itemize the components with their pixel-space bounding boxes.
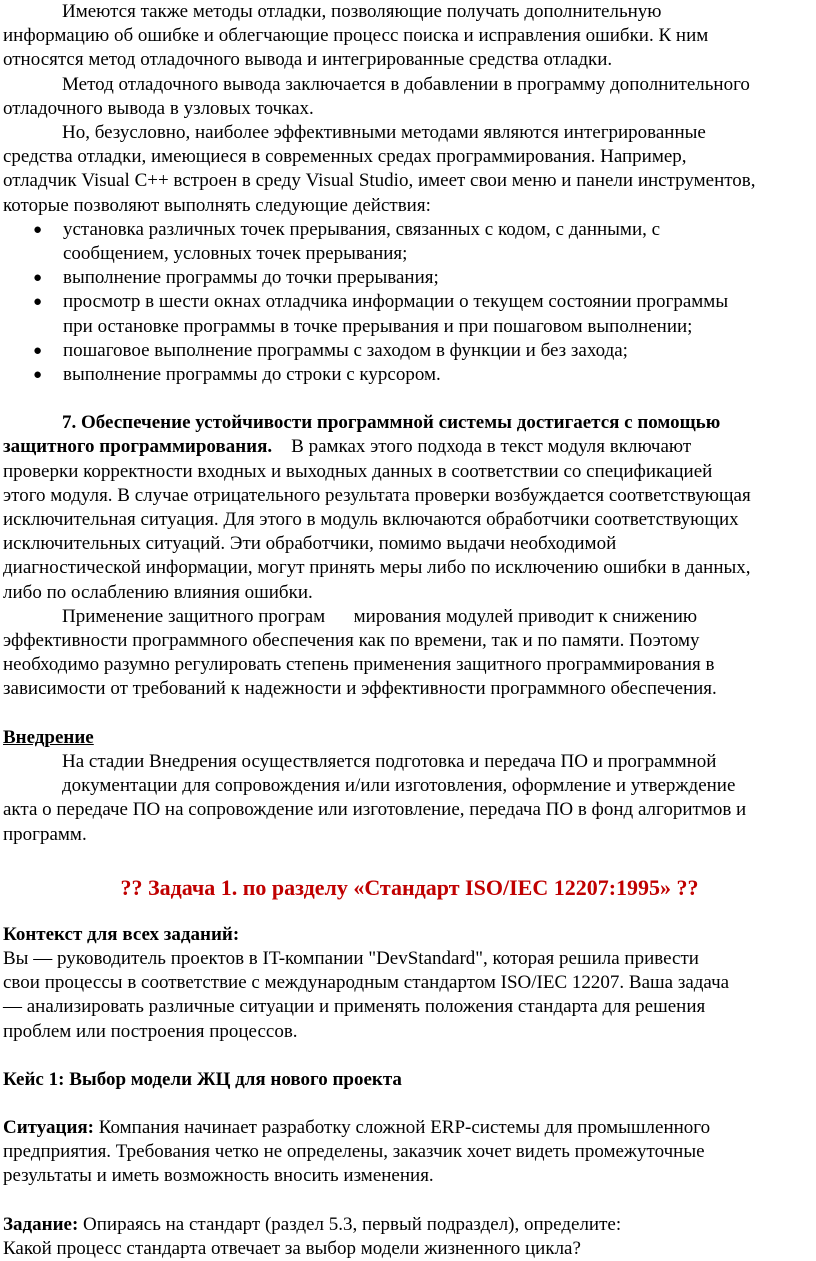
text-line: результаты и иметь возможность вносить изменения. bbox=[3, 1165, 434, 1187]
text-line: отладчик Visual C++ встроен в среду Visual Studio, имеет свои меню и панели инструментов, bbox=[3, 170, 756, 192]
task-label: Задание: bbox=[3, 1213, 79, 1235]
context-heading: Контекст для всех заданий: bbox=[3, 923, 240, 945]
text-line: Вы — руководитель проектов в IT-компании "DevStandard", которая решила привести bbox=[3, 947, 699, 969]
text-line: относятся метод отладочного вывода и интегрированные средства отладки. bbox=[3, 49, 613, 71]
text-line: Ситуация: Компания начинает разработку сложной ERP-системы для промышленного bbox=[3, 1116, 711, 1138]
list-item: ● выполнение программы до точки прерывания; bbox=[3, 266, 816, 290]
text-line: проверки корректности входных и выходных данных в соответствии со спецификацией bbox=[3, 460, 713, 482]
section-heading-intro: Внедрение bbox=[3, 726, 94, 748]
text-line: Задание: Опираясь на стандарт (раздел 5.3, первый подраздел), определите: bbox=[3, 1213, 622, 1235]
text-line: средства отладки, имеющиеся в современных средах программирования. Например, bbox=[3, 146, 687, 168]
task-title: ?? Задача 1. по разделу «Стандарт ISO/IEC 12207:1995» ?? bbox=[120, 874, 699, 900]
case-heading: Кейс 1: Выбор модели ЖЦ для нового проекта bbox=[3, 1068, 402, 1090]
text-line: Но, безусловно, наиболее эффективными методами являются интегрированные bbox=[62, 122, 706, 144]
list-item: ● пошаговое выполнение программы с заходом в функции и без захода; bbox=[3, 339, 816, 363]
list-item: ● выполнение программы до строки с курсором. bbox=[3, 363, 816, 387]
text-line: информацию об ошибке и облегчающие процесс поиска и исправления ошибки. К ним bbox=[3, 25, 709, 47]
text-line: Какой процесс стандарта отвечает за выбор модели жизненного цикла? bbox=[3, 1237, 581, 1259]
text-line: Метод отладочного вывода заключается в добавлении в программу дополнительного bbox=[62, 73, 750, 95]
situation-label: Ситуация: bbox=[3, 1116, 95, 1138]
text-line: На стадии Внедрения осуществляется подготовка и передача ПО и программной bbox=[62, 750, 717, 772]
bullet-icon: ● bbox=[33, 342, 43, 359]
text-line: свои процессы в соответствие с международным стандартом ISO/IEC 12207. Ваша задача bbox=[3, 972, 730, 994]
bullet-icon: ● bbox=[33, 270, 43, 287]
text-line: зависимости от требований к надежности и эффективности программного обеспечения. bbox=[3, 678, 717, 700]
list-item-continuation: при остановке программы в точке прерывания и при пошаговом выполнении; bbox=[63, 315, 693, 337]
text-line: программ. bbox=[3, 823, 87, 845]
text-line: исключительная ситуация. Для этого в модуль включаются обработчики соответствующих bbox=[3, 509, 739, 531]
text-line: Применение защитного програм мирования модулей приводит к снижению bbox=[62, 605, 698, 627]
bullet-icon: ● bbox=[33, 221, 43, 238]
bullet-list bbox=[3, 218, 816, 387]
bullet-icon: ● bbox=[33, 294, 43, 311]
text-line: документации для сопровождения и/или изготовления, оформление и утверждение bbox=[62, 775, 736, 797]
bullet-icon: ● bbox=[33, 367, 43, 384]
section-heading: 7. Обеспечение устойчивости программной системы достигается с помощью bbox=[62, 412, 721, 434]
text-line: диагностической информации, могут принять меры либо по исключению ошибки в данных, bbox=[3, 557, 751, 579]
text-line: которые позволяют выполнять следующие действия: bbox=[3, 194, 431, 216]
text-line: — анализировать различные ситуации и применять положения стандарта для решения bbox=[3, 996, 706, 1018]
text-line: исключительных ситуаций. Эти обработчики, помимо выдачи необходимой bbox=[3, 533, 617, 555]
text-line: необходимо разумно регулировать степень применения защитного программирования в bbox=[3, 654, 715, 676]
list-item: ● просмотр в шести окнах отладчика информации о текущем состоянии программы bbox=[3, 290, 816, 314]
text-line: отладочного вывода в узловых точках. bbox=[3, 97, 314, 119]
text-line: либо по ослаблению влияния ошибки. bbox=[3, 581, 313, 603]
list-item: ● установка различных точек прерывания, связанных с кодом, с данными, с bbox=[3, 218, 816, 242]
text-line: предприятия. Требования четко не определены, заказчик хочет видеть промежуточные bbox=[3, 1141, 705, 1163]
text-line: Имеются также методы отладки, позволяющие получать дополнительную bbox=[62, 1, 662, 22]
text-line: этого модуля. В случае отрицательного результата проверки возбуждается соответствующая bbox=[3, 484, 751, 506]
text-line: акта о передаче ПО на сопровождение или изготовление, передача ПО в фонд алгоритмов и bbox=[3, 799, 747, 821]
text-line: проблем или построения процессов. bbox=[3, 1020, 298, 1042]
text-line: защитного программирования. В рамках этого подхода в текст модуля включают bbox=[3, 436, 692, 458]
list-item-continuation: сообщением, условных точек прерывания; bbox=[63, 243, 408, 265]
text-line: эффективности программного обеспечения как по времени, так и по памяти. Поэтому bbox=[3, 630, 700, 652]
